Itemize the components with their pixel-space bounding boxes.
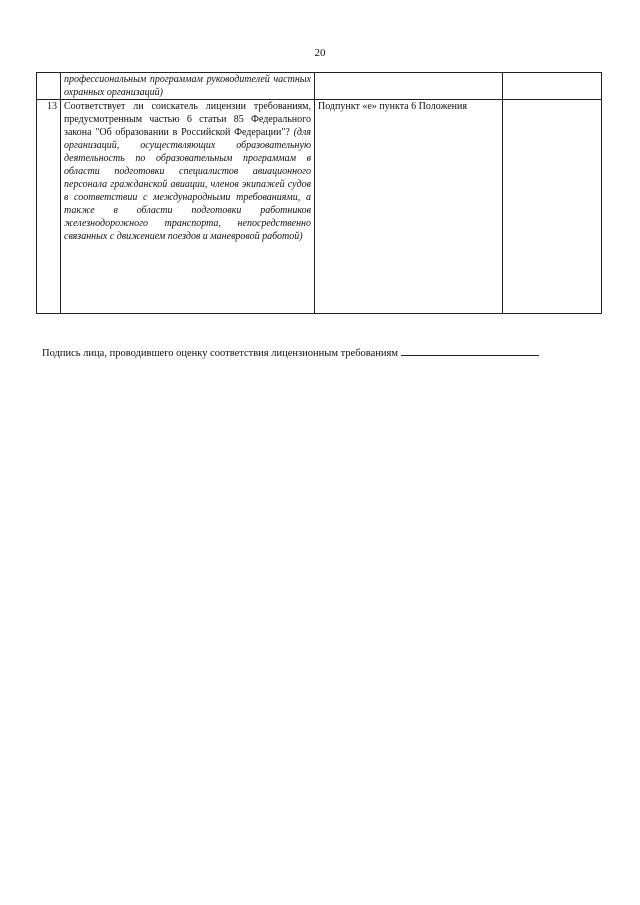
signature-line: [42, 345, 602, 359]
row-number-cell: [37, 73, 61, 100]
requirement-italic-text: профессиональным программам руководителей частных охранных организаций): [64, 74, 311, 98]
mark-cell: [503, 73, 602, 100]
requirement-text: Соответствует ли соискатель лицензии требованиям, предусмотренным частью 6 статьи 85 Федерального закона "Об образовании в Российской Федерации"?: [64, 101, 311, 138]
requirement-italic-text: (для организаций, осуществляющих образовательную деятельность по образовательным программам в области подготовки специалистов авиационного персонала гражданской авиации, членов экипажей судов в соответствии с международными требованиями, а также в области подготовки работников железнодорожного транспорта, непосредственно связанных с движением поездов и маневровой работой): [64, 127, 311, 242]
page-number: 20: [314, 47, 326, 59]
table-row-13: [37, 100, 602, 314]
row-number-cell: 13: [37, 100, 61, 314]
signature-blank: [401, 345, 539, 356]
signature-label: Подпись лица, проводившего оценку соответствия лицензионным требованиям: [42, 348, 399, 359]
basis-cell: Подпункт «е» пункта 6 Положения: [315, 100, 503, 314]
mark-cell: [503, 100, 602, 314]
basis-cell: [315, 73, 503, 100]
table-row-continued: [37, 73, 602, 100]
requirement-cell: [61, 100, 315, 314]
requirements-table: [36, 72, 602, 314]
requirement-cell: [61, 73, 315, 100]
